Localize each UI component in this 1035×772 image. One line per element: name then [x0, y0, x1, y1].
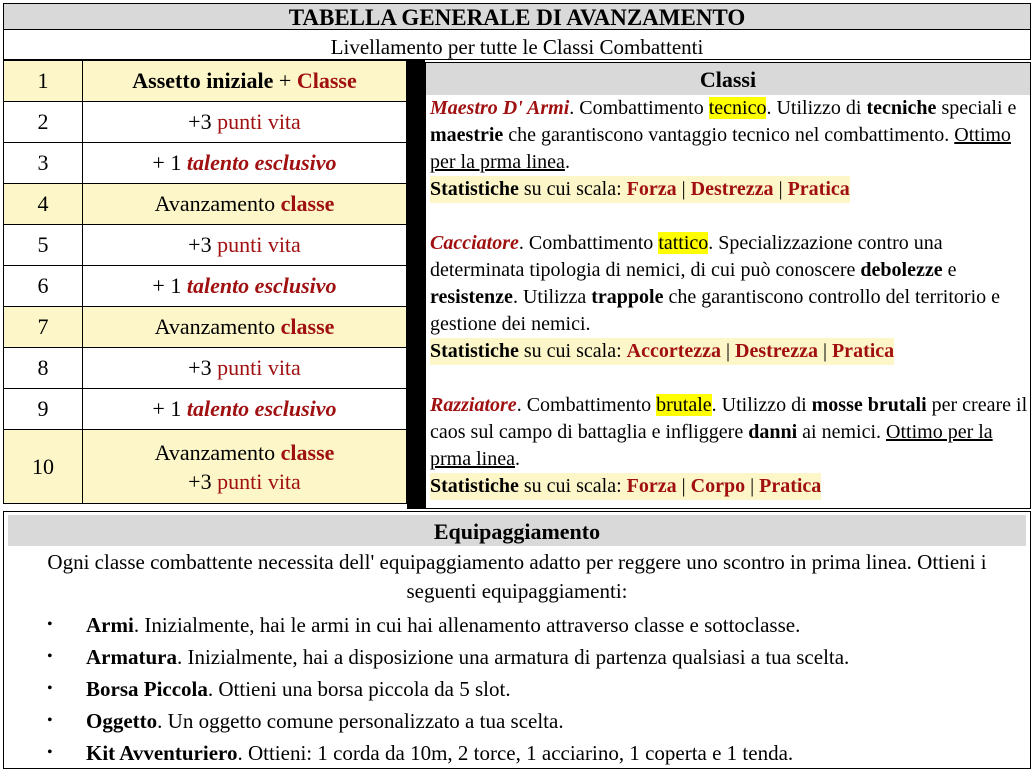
class-stats: Statistiche su cui scala: Accortezza | Destrezza | Pratica [430, 338, 894, 365]
table-row [4, 61, 407, 102]
level-benefit: Assetto iniziale + Classe [83, 61, 407, 102]
classes-panel [425, 62, 1031, 509]
list-item: • Kit Avventuriero. Ottieni: 1 corda da 10m, 2 torce, 1 acciarino, 1 coperta e 1 tenda. [4, 737, 1030, 769]
page-title: TABELLA GENERALE DI AVANZAMENTO [3, 3, 1031, 30]
table-row [4, 307, 407, 348]
level-benefit: + 1 talento esclusivo [83, 143, 407, 184]
list-item: • Borsa Piccola. Ottieni una borsa piccola da 5 slot. [4, 673, 1030, 705]
equipment-intro: Ogni classe combattente necessita dell' equipaggiamento adatto per reggere uno scontro in prima linea. Ottieni i seguenti equipaggiamenti: [47, 550, 987, 603]
column-divider [407, 60, 425, 509]
class-stats: Statistiche su cui scala: Forza | Destrezza | Pratica [430, 176, 850, 203]
list-item: • Oggetto. Un oggetto comune personalizzato a tua scelta. [4, 705, 1030, 737]
table-row [4, 102, 407, 143]
level-number: 9 [4, 389, 83, 430]
list-item: • Armi. Inizialmente, hai le armi in cui hai allenamento attraverso classe e sottoclasse. [4, 609, 1030, 641]
level-number: 2 [4, 102, 83, 143]
equipment-title: Equipaggiamento [8, 515, 1026, 546]
equipment-list [4, 609, 1030, 769]
list-item: • Armatura. Inizialmente, hai a disposizione una armatura di partenza qualsiasi a tua scelta. [4, 641, 1030, 673]
level-benefit: +3 punti vita [83, 225, 407, 266]
level-number: 10 [4, 430, 83, 504]
level-number: 4 [4, 184, 83, 225]
level-benefit: + 1 talento esclusivo [83, 389, 407, 430]
level-number: 5 [4, 225, 83, 266]
level-number: 6 [4, 266, 83, 307]
level-benefit: + 1 talento esclusivo [83, 266, 407, 307]
bullet-icon: • [47, 744, 53, 761]
classes-title: Classi [426, 63, 1030, 95]
table-row [4, 225, 407, 266]
table-row [4, 143, 407, 184]
level-benefit: Avanzamento classe [83, 307, 407, 348]
bullet-icon: • [47, 648, 53, 665]
level-benefit: Avanzamento classe [83, 184, 407, 225]
bullet-icon: • [47, 616, 53, 633]
equipment-panel [3, 511, 1031, 769]
class-stats: Statistiche su cui scala: Forza | Corpo | Pratica [430, 473, 821, 500]
class-razziatore: Razziatore. Combattimento brutale. Utilizzo di mosse brutali per creare il caos sul campo di battaglia e infliggere danni ai nemici. Ottimo per la prma linea. Statistiche su cui scala: Forza | Corpo | Pratica [426, 392, 1030, 500]
level-number: 8 [4, 348, 83, 389]
level-benefit: +3 punti vita [83, 102, 407, 143]
class-cacciatore: Cacciatore. Combattimento tattico. Specializzazione contro una determinata tipologia di nemici, di cui può conoscere debolezze e resistenze. Utilizza trappole che garantiscono controllo del territorio e gestione dei nemici. Statistiche su cui scala: Accortezza | Destrezza | Pratica [426, 230, 1030, 365]
table-row [4, 266, 407, 307]
bullet-icon: • [47, 712, 53, 729]
level-benefit: Avanzamento classe +3 punti vita [83, 430, 407, 504]
page-subtitle: Livellamento per tutte le Classi Combattenti [3, 30, 1031, 60]
table-row [4, 184, 407, 225]
level-number: 3 [4, 143, 83, 184]
class-maestro: Maestro D' Armi. Combattimento tecnico. Utilizzo di tecniche speciali e maestrie che garantiscono vantaggio tecnico nel combattimento. Ottimo per la prma linea. Statistiche su cui scala: Forza | Destrezza | Pratica [426, 95, 1030, 203]
level-table [3, 60, 407, 504]
level-number: 7 [4, 307, 83, 348]
bullet-icon: • [47, 680, 53, 697]
level-benefit: +3 punti vita [83, 348, 407, 389]
table-row [4, 348, 407, 389]
level-number: 1 [4, 61, 83, 102]
table-row [4, 430, 407, 504]
table-row [4, 389, 407, 430]
